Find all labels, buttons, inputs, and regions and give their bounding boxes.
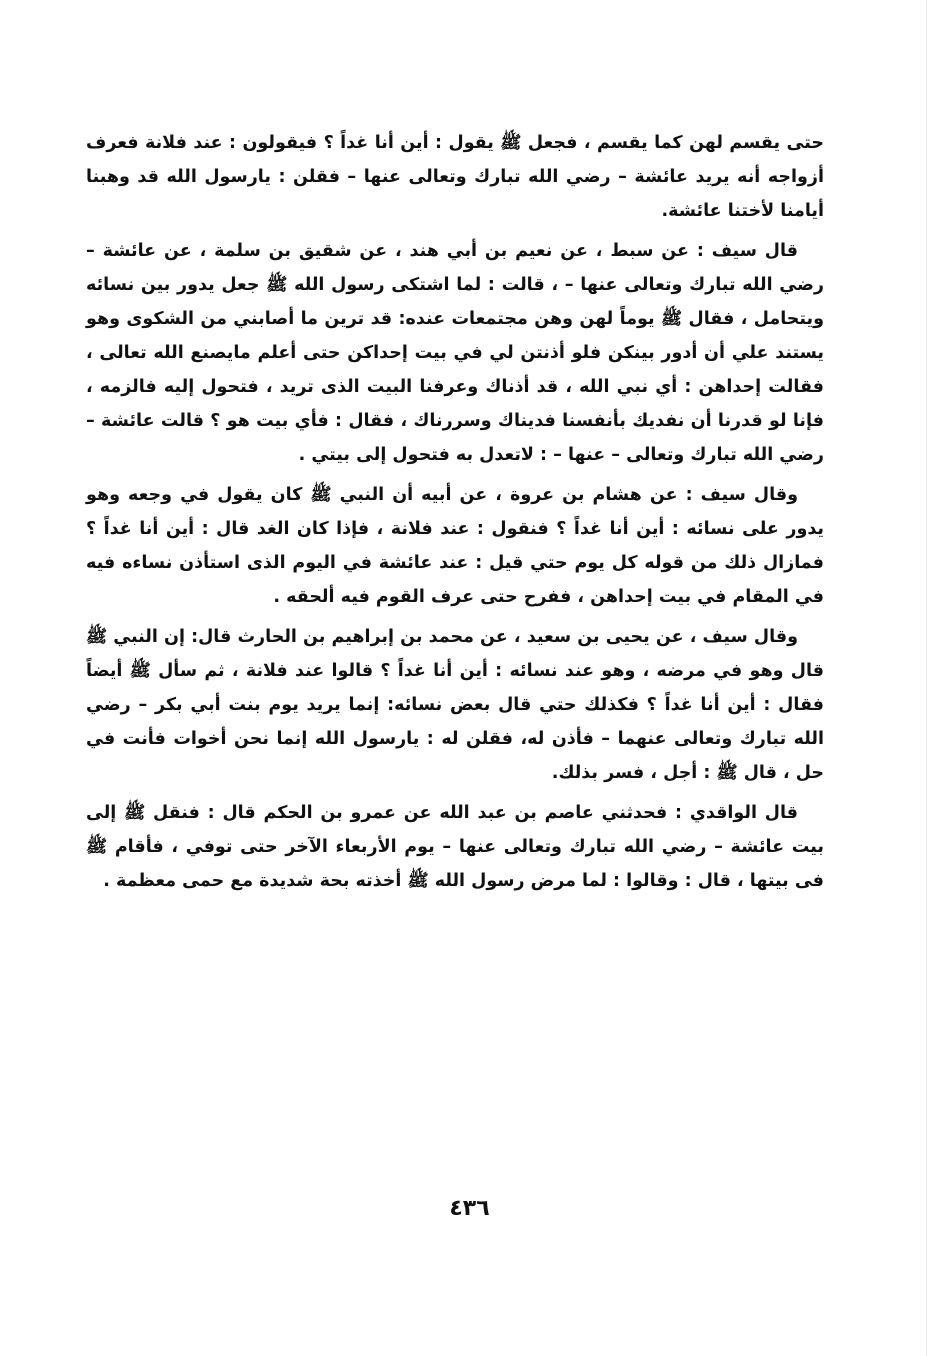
paragraph-3: وقال سيف : عن هشام بن عروة ، عن أبيه أن النبي ﷺ كان يقول في وجعه وهو يدور على نسائه : أين أنا غداً ؟ فنقول : عند فلانة ، فإذا كان الغد قال : أين أنا غداً ؟ فمازال ذلك من قوله كل يوم حتي قيل : عند عائشة في اليوم الذى استأذن نساءه فيه في المقام في بيت إحداهن ، ففرح حتى عرف القوم فيه ألحقه . bbox=[86, 485, 824, 607]
paragraph-4: وقال سيف ، عن يحيى بن سعيد ، عن محمد بن إبراهيم بن الحارث قال: إن النبي ﷺ قال وهو في مرضه ، وهو عند نسائه : أين أنا غداً ؟ قالوا عند فلانة ، ثم سأل ﷺ أيضاً فقال : أين أنا غداً ؟ فكذلك حتي قال بعض نسائه: إنما يريد يوم بنت أبي بكر – رضي الله تبارك وتعالى عنهما – فأذن له، فقلن له : يارسول الله إنما نحن أخوات فأنت في حل ، قال ﷺ : أجل ، فسر بذلك. bbox=[86, 627, 824, 783]
page-number: ٤٣٦ bbox=[449, 1196, 490, 1221]
body-text bbox=[86, 126, 824, 904]
paragraph-5: قال الواقدي : فحدثني عاصم بن عبد الله عن عمرو بن الحكم قال : فنقل ﷺ إلى بيت عائشة – رضي الله تبارك وتعالى عنها – يوم الأربعاء الآخر حتى توفي ، فأقام ﷺ فى بيتها ، قال : وقالوا : لما مرض رسول الله ﷺ أخذته بحة شديدة مع حمى معظمة . bbox=[86, 803, 824, 891]
page-edge-shadow bbox=[926, 0, 927, 1356]
paragraph-1: حتى يقسم لهن كما يقسم ، فجعل ﷺ يقول : أين أنا غداً ؟ فيقولون : عند فلانة فعرف أزواجه أنه يريد عائشة – رضي الله تبارك وتعالى عنها – فقلن : يارسول الله قد وهبنا أيامنا لأختنا عائشة. bbox=[86, 133, 824, 221]
paragraph-2: قال سيف : عن سبط ، عن نعيم بن أبي هند ، عن شقيق بن سلمة ، عن عائشة – رضي الله تبارك وتعالى عنها – ، قالت : لما اشتكى رسول الله ﷺ جعل يدور بين نسائه ويتحامل ، فقال ﷺ يوماً لهن وهن مجتمعات عنده: قد ترين ما أصابني من الشكوى وهو يستند علي أن أدور بينكن فلو أذنتن لي في بيت إحداكن حتى أعلم مايصنع الله تعالى ، فقالت إحداهن : أي نبي الله ، قد أذناك وعرفنا البيت الذى تريد ، فتحول إليه فالزمه ، فإنا لو قدرنا أن نفديك بأنفسنا فديناك وسررناك ، فقال : فأي بيت هو ؟ قالت عائشة – رضي الله تبارك وتعالى – عنها – : لاتعدل به فتحول إلى بيتي . bbox=[86, 241, 824, 465]
